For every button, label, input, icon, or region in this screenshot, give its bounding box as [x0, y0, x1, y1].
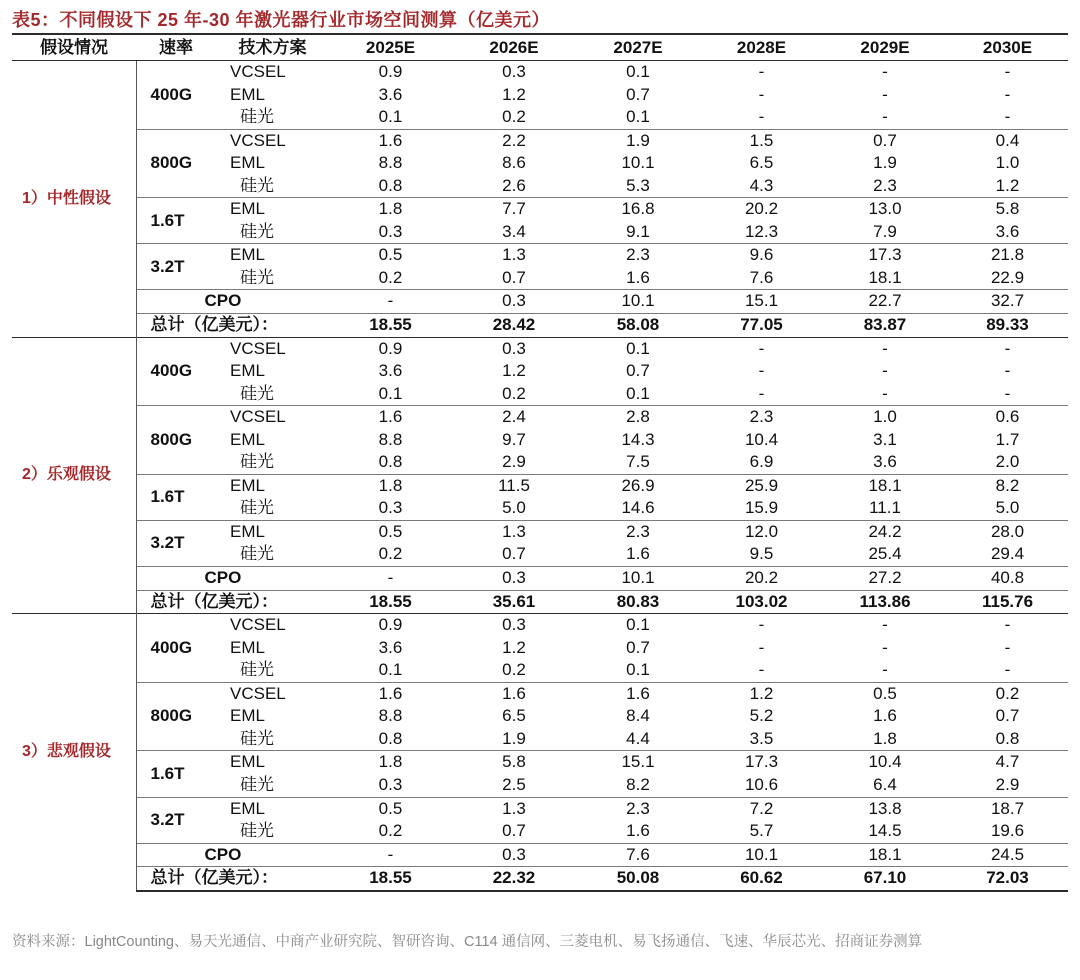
value-cell: 0.9 [329, 614, 452, 637]
value-cell: 1.8 [873, 728, 897, 748]
value-cell: 9.7 [502, 429, 526, 449]
value-cell: - [758, 383, 765, 403]
table-row [12, 244, 1068, 267]
value-cell: 0.8 [378, 452, 403, 472]
value-cell: 1.7 [995, 429, 1020, 449]
tech-label: 硅光 [240, 175, 274, 195]
value-cell: 18.1 [823, 474, 947, 497]
value-cell: 3.1 [873, 429, 897, 449]
value-cell: 0.5 [329, 797, 452, 820]
speed-label: 3.2T [136, 244, 216, 290]
value-cell: 2.2 [452, 129, 576, 152]
value-cell: 2.9 [502, 452, 526, 472]
value-cell: - [947, 614, 1068, 637]
total-value-cell: 35.61 [452, 590, 576, 614]
value-cell: - [758, 660, 765, 680]
total-value-cell: 89.33 [947, 314, 1068, 338]
value-cell: 20.2 [700, 567, 823, 591]
value-cell: 2.9 [995, 774, 1020, 794]
value-cell: - [1004, 361, 1011, 381]
value-cell: 20.2 [700, 198, 823, 221]
value-cell: 0.8 [378, 728, 403, 748]
value-cell: 11.1 [869, 498, 901, 518]
tech-label: 硅光 [240, 267, 274, 287]
table-row [12, 198, 1068, 221]
tech-label: VCSEL [216, 614, 329, 637]
value-cell: 0.4 [947, 129, 1068, 152]
total-row [12, 867, 1068, 891]
value-cell: 8.8 [378, 429, 403, 449]
tech-label: 硅光 [240, 498, 274, 518]
value-cell: 26.9 [576, 474, 700, 497]
source-note: 资料来源：LightCounting、易天光通信、中商产业研究院、智研咨询、C114 通信网、三菱电机、易飞扬通信、飞速、华辰芯光、招商证券测算 [12, 934, 923, 950]
value-cell: - [700, 337, 823, 360]
speed-label: 400G [150, 84, 193, 104]
scenario-label: 3）悲观假设 [12, 614, 136, 891]
value-cell: 1.6 [329, 406, 452, 429]
value-cell: 12.0 [700, 520, 823, 543]
value-cell: - [1004, 62, 1011, 81]
value-cell: 3.4 [502, 221, 526, 241]
header-cell: 2029E [823, 34, 947, 61]
value-cell: 3.6 [378, 84, 403, 104]
value-cell: - [882, 383, 888, 403]
value-cell: 3.6 [873, 452, 897, 472]
value-cell: 28.0 [947, 520, 1068, 543]
value-cell: 1.8 [329, 751, 452, 774]
tech-label: 硅光 [240, 107, 274, 127]
table-row [12, 129, 1068, 152]
value-cell: 7.5 [626, 452, 650, 472]
value-cell: 1.2 [700, 682, 823, 705]
value-cell: 6.9 [749, 452, 774, 472]
value-cell: 3.6 [995, 221, 1020, 241]
value-cell: 1.3 [452, 797, 576, 820]
value-cell: - [329, 843, 452, 867]
tech-label: 硅光 [240, 221, 274, 241]
value-cell: 22.9 [990, 267, 1025, 287]
value-cell: 10.4 [823, 751, 947, 774]
value-cell: 5.2 [749, 706, 774, 726]
total-label: 总计（亿美元）： [136, 314, 329, 338]
value-cell: 1.6 [626, 821, 650, 841]
value-cell: 24.2 [823, 520, 947, 543]
value-cell: - [758, 62, 765, 81]
value-cell: 2.6 [502, 175, 526, 195]
table-row [12, 406, 1068, 429]
value-cell: - [882, 660, 888, 680]
value-cell: 6.4 [873, 774, 897, 794]
value-cell: 14.3 [621, 429, 655, 449]
value-cell: 12.3 [744, 221, 779, 241]
value-cell: - [1004, 660, 1011, 680]
total-label: 总计（亿美元）： [136, 590, 329, 614]
total-value-cell: 50.08 [576, 867, 700, 891]
value-cell: 5.7 [749, 821, 774, 841]
value-cell: 0.3 [378, 774, 403, 794]
value-cell: 0.1 [378, 383, 403, 403]
value-cell: - [823, 614, 947, 637]
value-cell: - [882, 637, 888, 657]
tech-label: EML [216, 797, 329, 820]
total-value-cell: 60.62 [700, 867, 823, 891]
total-value-cell: 18.55 [329, 314, 452, 338]
value-cell: 1.6 [452, 682, 576, 705]
table-row [12, 520, 1068, 543]
header-cell: 2030E [947, 34, 1068, 61]
tech-label: 硅光 [240, 383, 274, 403]
value-cell: 18.7 [947, 797, 1068, 820]
value-cell: 7.7 [452, 198, 576, 221]
value-cell: - [1004, 84, 1011, 104]
value-cell: 1.9 [502, 728, 526, 748]
value-cell: 4.4 [626, 728, 650, 748]
value-cell: 0.1 [378, 107, 403, 127]
header-cell: 技术方案 [216, 34, 329, 61]
speed-label: 1.6T [136, 198, 216, 244]
value-cell: 7.2 [700, 797, 823, 820]
value-cell: 2.4 [452, 406, 576, 429]
value-cell: 15.1 [700, 290, 823, 314]
speed-label: 800G [136, 129, 216, 198]
value-cell: - [882, 107, 888, 127]
table-row [12, 61, 1068, 84]
value-cell: 22.7 [823, 290, 947, 314]
value-cell: 2.0 [995, 452, 1020, 472]
value-cell: 10.1 [576, 290, 700, 314]
table-row [12, 614, 1068, 637]
value-cell: 1.6 [626, 267, 650, 287]
cpo-label: CPO [136, 567, 329, 591]
scenario-label: 1）中性假设 [12, 61, 136, 338]
value-cell: 14.5 [868, 821, 902, 841]
value-cell: 0.3 [452, 843, 576, 867]
value-cell: 7.6 [576, 843, 700, 867]
value-cell: 9.6 [700, 244, 823, 267]
value-cell: 1.6 [873, 706, 897, 726]
value-cell: 18.1 [823, 843, 947, 867]
total-value-cell: 80.83 [576, 590, 700, 614]
header-cell: 2025E [329, 34, 452, 61]
cpo-label: CPO [136, 290, 329, 314]
value-cell: 0.5 [329, 520, 452, 543]
value-cell: 0.3 [452, 567, 576, 591]
tech-label: EML [216, 198, 329, 221]
table-row [12, 797, 1068, 820]
tech-label: 硅光 [240, 821, 274, 841]
table-row [12, 682, 1068, 705]
tech-label: VCSEL [216, 682, 329, 705]
value-cell: 7.9 [873, 221, 897, 241]
value-cell: - [1004, 637, 1011, 657]
value-cell: 1.2 [502, 637, 526, 657]
value-cell: 1.8 [329, 474, 452, 497]
value-cell: 1.2 [502, 84, 526, 104]
value-cell: - [700, 614, 823, 637]
speed-label: 3.2T [136, 797, 216, 843]
tech-label: EML [230, 361, 265, 381]
value-cell: - [882, 361, 888, 381]
cpo-row [12, 290, 1068, 314]
value-cell: 0.9 [329, 337, 452, 360]
value-cell: - [329, 290, 452, 314]
value-cell: 0.8 [995, 728, 1020, 748]
value-cell: 0.7 [502, 821, 526, 841]
tech-label: VCSEL [216, 337, 329, 360]
value-cell: 13.8 [823, 797, 947, 820]
value-cell: 0.2 [378, 544, 403, 564]
value-cell: 0.1 [378, 660, 403, 680]
tech-label: EML [230, 429, 265, 449]
tech-label: 硅光 [240, 544, 274, 564]
total-value-cell: 18.55 [329, 590, 452, 614]
value-cell: 0.7 [502, 267, 526, 287]
tech-label: EML [230, 84, 265, 104]
value-cell: 0.2 [502, 383, 526, 403]
cpo-label: CPO [136, 843, 329, 867]
value-cell: 0.5 [329, 244, 452, 267]
tech-label: 硅光 [240, 452, 274, 472]
value-cell: - [329, 567, 452, 591]
value-cell: - [882, 62, 888, 81]
speed-label: 800G [136, 682, 216, 751]
value-cell: 27.2 [823, 567, 947, 591]
value-cell: 3.5 [749, 728, 774, 748]
value-cell: 0.2 [378, 821, 403, 841]
speed-label: 1.6T [136, 751, 216, 797]
tech-label: EML [216, 751, 329, 774]
total-value-cell: 103.02 [700, 590, 823, 614]
value-cell: - [947, 337, 1068, 360]
tech-label: 硅光 [240, 774, 274, 794]
value-cell: - [758, 637, 765, 657]
value-cell: 1.0 [995, 153, 1020, 173]
tech-label: EML [230, 706, 265, 726]
header-cell: 假设情况 [12, 34, 136, 61]
value-cell: 17.3 [700, 751, 823, 774]
tech-label: 硅光 [240, 660, 274, 680]
header-cell: 2028E [700, 34, 823, 61]
value-cell: 0.7 [626, 361, 650, 381]
speed-label: 1.6T [136, 474, 216, 520]
value-cell: - [1004, 383, 1011, 403]
speed-label: 800G [136, 406, 216, 475]
value-cell: 8.8 [378, 153, 403, 173]
total-value-cell: 18.55 [329, 867, 452, 891]
value-cell: 5.0 [502, 498, 526, 518]
value-cell: 0.3 [452, 290, 576, 314]
value-cell: 8.6 [502, 153, 526, 173]
value-cell: - [758, 361, 765, 381]
value-cell: 8.2 [626, 774, 650, 794]
value-cell: 0.3 [452, 337, 576, 360]
value-cell: 0.2 [378, 267, 403, 287]
header-cell: 2026E [452, 34, 576, 61]
value-cell: 2.3 [576, 797, 700, 820]
value-cell: 0.1 [626, 62, 650, 81]
total-value-cell: 115.76 [947, 590, 1068, 614]
value-cell: 15.1 [576, 751, 700, 774]
value-cell: 1.0 [823, 406, 947, 429]
value-cell: 14.6 [621, 498, 655, 518]
total-value-cell: 77.05 [700, 314, 823, 338]
value-cell: 0.1 [626, 383, 650, 403]
value-cell: 2.3 [576, 520, 700, 543]
speed-label: 400G [136, 337, 216, 406]
value-cell: 13.0 [823, 198, 947, 221]
value-cell: 0.2 [502, 660, 526, 680]
table-row [12, 751, 1068, 774]
cpo-row [12, 843, 1068, 867]
tech-label: EML [216, 520, 329, 543]
value-cell: 4.7 [947, 751, 1068, 774]
market-size-table [12, 33, 1068, 892]
total-value-cell: 28.42 [452, 314, 576, 338]
value-cell: 5.3 [626, 175, 650, 195]
value-cell: 4.3 [749, 175, 774, 195]
value-cell: 19.6 [990, 821, 1025, 841]
total-label: 总计（亿美元）： [136, 867, 329, 891]
tech-label: EML [230, 153, 265, 173]
value-cell: 10.1 [621, 153, 655, 173]
value-cell: 2.3 [873, 175, 897, 195]
value-cell: 0.1 [626, 660, 650, 680]
total-value-cell: 113.86 [823, 590, 947, 614]
value-cell: 0.7 [626, 84, 650, 104]
value-cell: 29.4 [990, 544, 1025, 564]
scenario-label: 2）乐观假设 [12, 337, 136, 614]
value-cell: 1.9 [873, 153, 897, 173]
value-cell: 1.9 [576, 129, 700, 152]
value-cell: 21.8 [947, 244, 1068, 267]
value-cell: 0.3 [378, 498, 403, 518]
header-cell: 2027E [576, 34, 700, 61]
tech-label: EML [216, 474, 329, 497]
value-cell: 5.8 [947, 198, 1068, 221]
value-cell: 10.6 [744, 774, 779, 794]
value-cell: 15.9 [744, 498, 779, 518]
cpo-row [12, 567, 1068, 591]
value-cell: 0.6 [947, 406, 1068, 429]
value-cell: 0.9 [378, 62, 403, 81]
value-cell: 11.5 [452, 474, 576, 497]
value-cell: 0.8 [378, 175, 403, 195]
value-cell: 1.8 [329, 198, 452, 221]
value-cell: 0.2 [502, 107, 526, 127]
table-row [12, 474, 1068, 497]
value-cell: 7.6 [749, 267, 774, 287]
speed-label: 3.2T [136, 520, 216, 566]
value-cell: 0.2 [947, 682, 1068, 705]
total-value-cell: 67.10 [823, 867, 947, 891]
value-cell: 0.3 [378, 221, 403, 241]
value-cell: 0.7 [995, 706, 1020, 726]
value-cell: 10.1 [576, 567, 700, 591]
value-cell: 9.5 [749, 544, 774, 564]
value-cell: 1.3 [452, 244, 576, 267]
value-cell: 6.5 [502, 706, 526, 726]
value-cell: 9.1 [626, 221, 650, 241]
value-cell: 1.3 [452, 520, 576, 543]
value-cell: 10.4 [744, 429, 779, 449]
value-cell: 1.6 [626, 544, 650, 564]
value-cell: 18.1 [868, 267, 902, 287]
value-cell: 3.6 [378, 361, 403, 381]
value-cell: 0.3 [502, 62, 526, 81]
value-cell: 2.3 [576, 244, 700, 267]
table-body [12, 61, 1068, 891]
header-row [12, 34, 1068, 61]
value-cell: 8.8 [378, 706, 403, 726]
value-cell: 0.1 [576, 614, 700, 637]
value-cell: 1.6 [576, 682, 700, 705]
tech-label: EML [230, 637, 265, 657]
value-cell: - [823, 337, 947, 360]
value-cell: 0.1 [626, 107, 650, 127]
value-cell: 6.5 [749, 153, 774, 173]
value-cell: 5.0 [995, 498, 1020, 518]
value-cell: 5.8 [452, 751, 576, 774]
total-value-cell: 83.87 [823, 314, 947, 338]
total-row [12, 590, 1068, 614]
value-cell: 1.2 [502, 361, 526, 381]
value-cell: - [758, 84, 765, 104]
value-cell: 25.9 [700, 474, 823, 497]
value-cell: 2.3 [700, 406, 823, 429]
value-cell: - [1004, 107, 1011, 127]
tech-label: VCSEL [216, 406, 329, 429]
value-cell: 1.2 [995, 175, 1020, 195]
header-cell: 速率 [136, 34, 216, 61]
value-cell: 0.3 [452, 614, 576, 637]
total-row [12, 314, 1068, 338]
value-cell: 8.2 [947, 474, 1068, 497]
value-cell: 1.5 [700, 129, 823, 152]
tech-label: 硅光 [240, 728, 274, 748]
value-cell: 8.4 [626, 706, 650, 726]
tech-label: VCSEL [230, 62, 286, 81]
value-cell: 32.7 [947, 290, 1068, 314]
tech-label: VCSEL [216, 129, 329, 152]
value-cell: 1.6 [329, 682, 452, 705]
total-value-cell: 22.32 [452, 867, 576, 891]
table-title: 表5：不同假设下 25 年-30 年激光器行业市场空间测算（亿美元） [12, 10, 551, 30]
value-cell: 25.4 [868, 544, 902, 564]
speed-label: 400G [136, 614, 216, 683]
value-cell: 40.8 [947, 567, 1068, 591]
value-cell: 3.6 [378, 637, 403, 657]
total-value-cell: 72.03 [947, 867, 1068, 891]
value-cell: 2.8 [576, 406, 700, 429]
value-cell: 0.7 [823, 129, 947, 152]
value-cell: - [758, 107, 765, 127]
value-cell: 0.7 [502, 544, 526, 564]
table-row [12, 337, 1068, 360]
value-cell: 10.1 [700, 843, 823, 867]
value-cell: 2.5 [502, 774, 526, 794]
value-cell: 17.3 [823, 244, 947, 267]
value-cell: 24.5 [947, 843, 1068, 867]
value-cell: - [882, 84, 888, 104]
value-cell: 1.6 [329, 129, 452, 152]
total-value-cell: 58.08 [576, 314, 700, 338]
tech-label: EML [216, 244, 329, 267]
value-cell: 0.7 [626, 637, 650, 657]
value-cell: 0.5 [823, 682, 947, 705]
value-cell: 0.1 [576, 337, 700, 360]
value-cell: 16.8 [576, 198, 700, 221]
